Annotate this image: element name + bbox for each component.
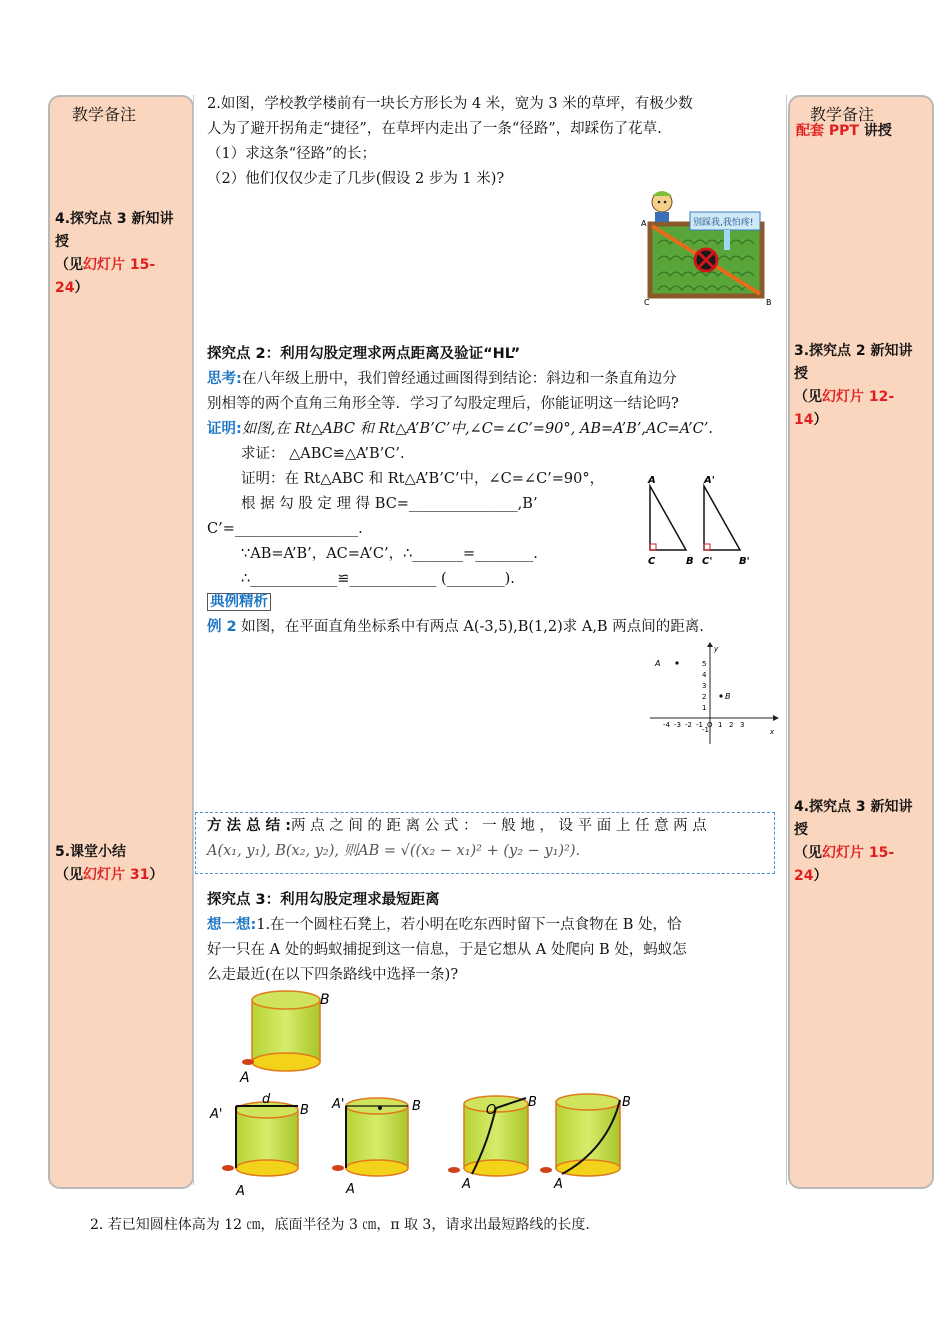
y-tick-label: 1 — [702, 704, 707, 712]
cylinder-main — [239, 991, 330, 1086]
left-note-2-prefix: （见 — [55, 867, 83, 883]
example-section — [207, 590, 777, 640]
lawn-label-c: C — [644, 298, 650, 307]
x-tick-label: 3 — [740, 721, 745, 729]
right-note-1-label: 3.探究点 2 新知讲授 — [794, 343, 913, 382]
distance-formula: A(x₁, y₁), B(x₂, y₂), 则AB = √((x₂ − x₁)² + (y₂ − y₁)²). — [207, 843, 581, 859]
point-3-title: 探究点 3：利用勾股定理求最短距离 — [207, 892, 440, 908]
y-tick-label: 2 — [702, 693, 707, 701]
lawn-label-b: B — [766, 298, 772, 307]
ppt-label: 配套 PPT — [796, 123, 859, 139]
cyl3-label-b: B — [528, 1095, 537, 1110]
left-note-2 — [55, 841, 187, 887]
right-note-1 — [794, 340, 926, 432]
cyl-main-label-a: A — [240, 1070, 250, 1086]
lawn-label-a: A — [641, 219, 647, 228]
think-again-label: 想一想: — [207, 917, 257, 933]
triangle-a-prime — [704, 486, 740, 550]
right-note-1-prefix: （见 — [794, 389, 822, 405]
left-note-2-slides: 幻灯片 31 — [83, 867, 150, 883]
proof-step-3: C’=_________________. — [207, 521, 363, 537]
sign-text: 别踩我,我怕疼! — [693, 218, 754, 228]
cyl1-label-d: d — [262, 1092, 271, 1107]
point-3-line-3: 么走最近(在以下四条路线中选择一条)? — [207, 967, 459, 983]
left-note-1-slides: 幻灯片 15-24 — [55, 257, 156, 296]
point-3-section — [207, 888, 777, 988]
left-notes-heading: 教学备注 — [72, 105, 137, 124]
prove-line: 求证： △ABC≌△A’B’C’. — [241, 446, 405, 462]
x-tick-label: -1 — [696, 721, 703, 729]
proof-step-4: ∵AB=A’B’，AC=A’C’，∴_______=________. — [241, 546, 538, 562]
cyl1-label-a: A — [236, 1184, 245, 1199]
left-note-1-suffix: ） — [74, 280, 89, 296]
tri-label-b: B — [686, 556, 694, 567]
left-note-2-suffix: ） — [149, 867, 164, 883]
right-note-2 — [794, 796, 926, 888]
cyl3-label-o: O — [486, 1103, 497, 1118]
right-note-1-slides: 幻灯片 12-14 — [794, 389, 895, 428]
x-tick-label: -3 — [674, 721, 681, 729]
method-text: 两 点 之 间 的 距 离 公 式 ： 一 般 地 ， 设 平 面 上 任 意 两 点 — [291, 818, 707, 834]
tri-label-b-prime: B' — [739, 556, 750, 567]
left-note-1 — [55, 208, 187, 300]
cyl-main-label-b: B — [320, 992, 330, 1008]
cyl2-label-a: A — [346, 1182, 355, 1197]
proof-step-2: 根 据 勾 股 定 理 得 BC=_______________,B’ — [241, 496, 538, 512]
x-tick-label: O — [707, 721, 713, 729]
cyl4-label-a: A — [554, 1177, 563, 1192]
cyl2-label-b: B — [412, 1099, 421, 1114]
coordinate-plane — [645, 642, 780, 750]
left-note-1-prefix: （见 — [55, 257, 83, 273]
tri-label-a: A — [648, 475, 656, 486]
cyl1-label-a-prime: A' — [210, 1107, 223, 1122]
y-tick-label: 3 — [702, 682, 707, 690]
proof-step-1: 证明：在 Rt△ABC 和 Rt△A’B’C’中，∠C=∠C’=90°， — [241, 471, 605, 487]
example-heading: 典例精析 — [207, 593, 271, 611]
x-tick-label: 1 — [718, 721, 723, 729]
cyl2-label-a-prime: A' — [332, 1097, 345, 1112]
problem-2-line1: 2.如图，学校教学楼前有一块长方形长为 4 米，宽为 3 米的草坪，有极少数 — [207, 96, 693, 112]
problem-2 — [207, 92, 777, 192]
y-tick-label: -1 — [702, 726, 709, 734]
cylinder-route-3 — [448, 1095, 537, 1192]
cyl1-label-b: B — [300, 1103, 309, 1118]
method-summary — [207, 814, 773, 864]
right-note-2-prefix: （见 — [794, 845, 822, 861]
right-note-2-label: 4.探究点 3 新知讲授 — [794, 799, 913, 838]
left-note-2-label: 5.课堂小结 — [55, 844, 127, 860]
triangles-figure — [640, 472, 760, 572]
cylinders-figure — [200, 982, 650, 1202]
think-line-2: 别相等的两个直角三角形全等．学习了勾股定理后，你能证明这一结论吗? — [207, 396, 679, 412]
problem-2-line2: 人为了避开拐角走“捷径”，在草坪内走出了一条“径路”，却踩伤了花草. — [207, 121, 662, 137]
x-tick-label: 2 — [729, 721, 734, 729]
example-label: 例 2 — [207, 619, 237, 635]
right-notes-heading: 教学备注 — [810, 105, 875, 124]
left-note-1-label: 4.探究点 3 新知讲授 — [55, 211, 174, 250]
point-label-b: B — [725, 692, 731, 701]
proof-statement: 如图,在 Rt△ABC 和 Rt△A’B’C’中,∠C=∠C’=90°, AB=A’B’,AC=A’C’. — [241, 421, 713, 437]
method-label: 方 法 总 结 : — [207, 818, 291, 834]
right-note-2-suffix: ） — [813, 868, 828, 884]
cyl3-label-a: A — [462, 1177, 471, 1192]
point-2-title: 探究点 2：利用勾股定理求两点距离及验证“HL” — [207, 346, 521, 362]
y-tick-label: 5 — [702, 660, 707, 668]
tri-label-a-prime: A' — [704, 475, 715, 486]
proof-label: 证明: — [207, 421, 242, 437]
y-axis-label: y — [714, 645, 719, 653]
point-3-line-1: 1.在一个圆柱石凳上，若小明在吃东西时留下一点食物在 B 处，恰 — [256, 917, 682, 933]
cylinder-route-4 — [540, 1094, 631, 1192]
footer-question: 2. 若已知圆柱体高为 12 ㎝，底面半径为 3 ㎝，π 取 3，请求出最短路线的长度. — [90, 1217, 590, 1233]
tri-label-c-prime: C' — [702, 556, 713, 567]
tri-label-c: C — [648, 556, 656, 567]
cyl4-label-b: B — [622, 1095, 631, 1110]
x-tick-label: -2 — [685, 721, 692, 729]
example-text: 如图，在平面直角坐标系中有两点 A(-3,5),B(1,2)求 A,B 两点间的距离. — [241, 619, 704, 635]
lawn-figure — [640, 188, 780, 308]
right-note-2-slides: 幻灯片 15-24 — [794, 845, 895, 884]
y-tick-label: 4 — [702, 671, 707, 679]
cylinder-route-2 — [331, 1097, 421, 1197]
problem-2-q2: （2）他们仅仅少走了几步(假设 2 步为 1 米)? — [207, 171, 505, 187]
point-label-a: A — [655, 659, 661, 668]
think-label: 思考: — [207, 371, 242, 387]
triangle-abc — [650, 486, 686, 550]
right-note-1-suffix: ） — [813, 412, 828, 428]
ant-icon — [242, 1059, 254, 1065]
cylinder-route-1 — [209, 1092, 309, 1199]
ppt-suffix: 讲授 — [863, 123, 892, 139]
right-ppt-note — [796, 120, 892, 143]
point-3-line-2: 好一只在 A 处的蚂蚁捕捉到这一信息，于是它想从 A 处爬向 B 处，蚂蚁怎 — [207, 942, 687, 958]
point-b — [719, 694, 722, 697]
problem-2-q1: （1）求这条“径路”的长； — [207, 146, 377, 162]
proof-step-5: ∴____________≌____________ (________). — [241, 571, 515, 587]
right-notes-panel — [788, 95, 934, 1189]
point-a — [675, 661, 678, 664]
x-axis-label: x — [770, 728, 775, 736]
x-tick-label: -4 — [663, 721, 670, 729]
think-line-1: 在八年级上册中，我们曾经通过画图得到结论：斜边和一条直角边分 — [241, 371, 677, 387]
